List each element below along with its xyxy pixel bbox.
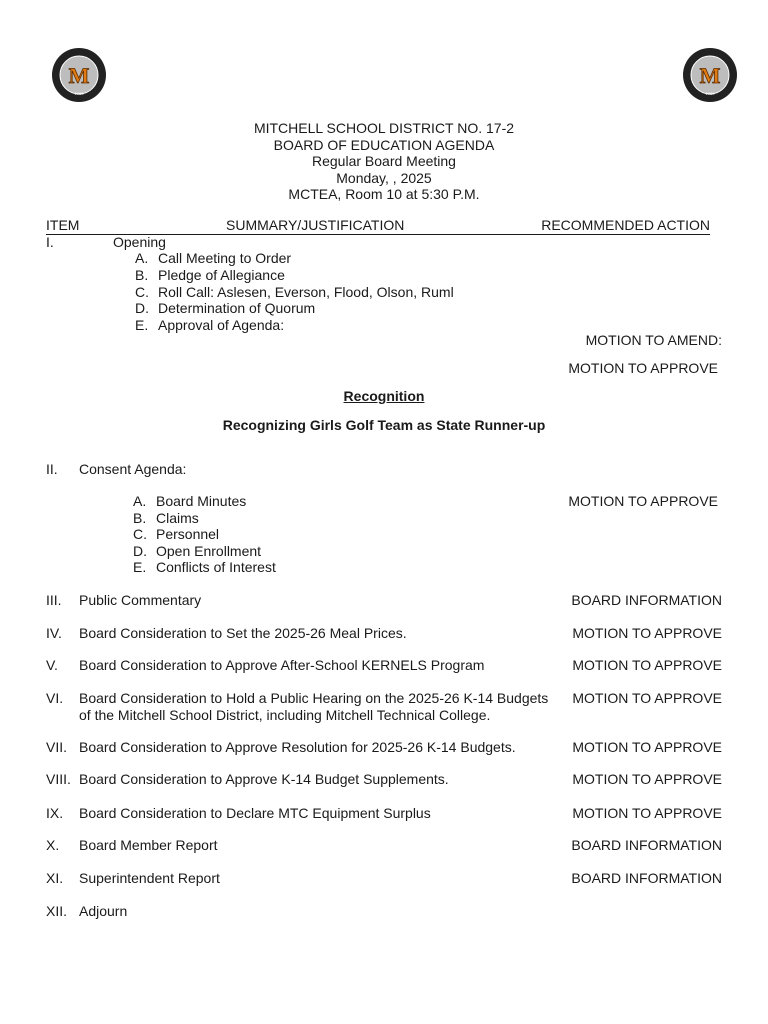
item-number: IV. bbox=[46, 625, 62, 641]
recognition-text: Recognizing Girls Golf Team as State Runner-up bbox=[222, 417, 546, 433]
subitem-text: Conflicts of Interest bbox=[156, 559, 276, 575]
item-action: MOTION TO APPROVE bbox=[572, 805, 722, 821]
item-number: VII. bbox=[46, 739, 68, 755]
item-text: Public Commentary bbox=[79, 592, 202, 608]
subitem-text: Approval of Agenda: bbox=[158, 317, 285, 333]
subitem-text: Personnel bbox=[156, 526, 220, 542]
subitem-letter: B. bbox=[133, 510, 147, 526]
subitem-letter: E. bbox=[133, 559, 147, 575]
subitem-letter: D. bbox=[133, 543, 147, 559]
item-number: VIII. bbox=[46, 771, 71, 787]
item-text: Board Consideration to Declare MTC Equipment Surplus bbox=[79, 805, 431, 821]
recognition-heading: Recognition bbox=[343, 388, 425, 404]
item-text: Board Consideration to Approve After-School KERNELS Program bbox=[79, 657, 485, 673]
subitem-letter: B. bbox=[135, 267, 149, 283]
item-action: MOTION TO APPROVE bbox=[572, 625, 722, 641]
item-action: MOTION TO APPROVE bbox=[572, 771, 722, 787]
district-seal-left bbox=[51, 47, 107, 103]
subitem-letter: C. bbox=[135, 284, 149, 300]
subitem-text: Determination of Quorum bbox=[158, 300, 316, 316]
item-text: Adjourn bbox=[79, 903, 128, 919]
subitem-letter: D. bbox=[135, 300, 149, 316]
meeting-type: Regular Board Meeting bbox=[312, 153, 456, 169]
column-item: ITEM bbox=[46, 217, 80, 233]
subitem-text: Roll Call: Aslesen, Everson, Flood, Olson, Ruml bbox=[158, 284, 454, 300]
subitem-text: Open Enrollment bbox=[156, 543, 262, 559]
item-number: X. bbox=[46, 837, 60, 853]
item-action: MOTION TO APPROVE bbox=[572, 690, 722, 706]
subitem-letter: C. bbox=[133, 526, 147, 542]
item-action: BOARD INFORMATION bbox=[571, 837, 722, 853]
svg-text:M: M bbox=[699, 63, 721, 88]
item-number: I. bbox=[46, 234, 54, 250]
svg-text:1960: 1960 bbox=[705, 91, 715, 96]
item-title: Consent Agenda: bbox=[79, 461, 187, 477]
meeting-location: MCTEA, Room 10 at 5:30 P.M. bbox=[288, 186, 480, 202]
item-text: Board Consideration to Hold a Public Hearing on the 2025-26 K-14 Budgets bbox=[79, 690, 549, 706]
item-action: BOARD INFORMATION bbox=[571, 592, 722, 608]
column-action: RECOMMENDED ACTION bbox=[541, 217, 710, 233]
subitem-letter: A. bbox=[135, 250, 149, 266]
subitem-text: Board Minutes bbox=[156, 493, 247, 509]
subitem-text: Pledge of Allegiance bbox=[158, 267, 285, 283]
item-text: Board Consideration to Approve K-14 Budget Supplements. bbox=[79, 771, 449, 787]
district-name: MITCHELL SCHOOL DISTRICT NO. 17-2 bbox=[253, 120, 515, 136]
item-number: V. bbox=[46, 657, 58, 673]
action-approve: MOTION TO APPROVE bbox=[568, 493, 718, 509]
item-number: VI. bbox=[46, 690, 64, 706]
item-number: IX. bbox=[46, 805, 64, 821]
item-text: Board Member Report bbox=[79, 837, 218, 853]
subitem-text: Call Meeting to Order bbox=[158, 250, 292, 266]
item-number: II. bbox=[46, 461, 58, 477]
item-text: Board Consideration to Approve Resolution for 2025-26 K-14 Budgets. bbox=[79, 739, 516, 755]
district-seal-right bbox=[682, 47, 738, 103]
item-text: Superintendent Report bbox=[79, 870, 220, 886]
item-number: XI. bbox=[46, 870, 64, 886]
action-approve: MOTION TO APPROVE bbox=[568, 360, 718, 376]
column-headings bbox=[46, 218, 710, 235]
svg-text:M: M bbox=[68, 63, 90, 88]
item-number: XII. bbox=[46, 903, 68, 919]
subitem-letter: A. bbox=[133, 493, 147, 509]
svg-text:1960: 1960 bbox=[74, 91, 84, 96]
agenda-title: BOARD OF EDUCATION AGENDA bbox=[273, 136, 495, 153]
meeting-date: Monday, , 2025 bbox=[336, 169, 432, 186]
item-text: Board Consideration to Set the 2025-26 Meal Prices. bbox=[79, 625, 407, 641]
subitem-letter: E. bbox=[135, 317, 149, 333]
item-action: BOARD INFORMATION bbox=[571, 870, 722, 886]
subitem-text: Claims bbox=[156, 510, 199, 526]
action-amend: MOTION TO AMEND: bbox=[585, 332, 722, 348]
agenda-header bbox=[0, 120, 768, 203]
column-summary: SUMMARY/JUSTIFICATION bbox=[226, 217, 405, 233]
item-action: MOTION TO APPROVE bbox=[572, 657, 722, 673]
item-text-continued: of the Mitchell School District, including Mitchell Technical College. bbox=[79, 707, 491, 723]
item-action: MOTION TO APPROVE bbox=[572, 739, 722, 755]
item-title: Opening bbox=[113, 234, 166, 250]
item-number: III. bbox=[46, 592, 62, 608]
